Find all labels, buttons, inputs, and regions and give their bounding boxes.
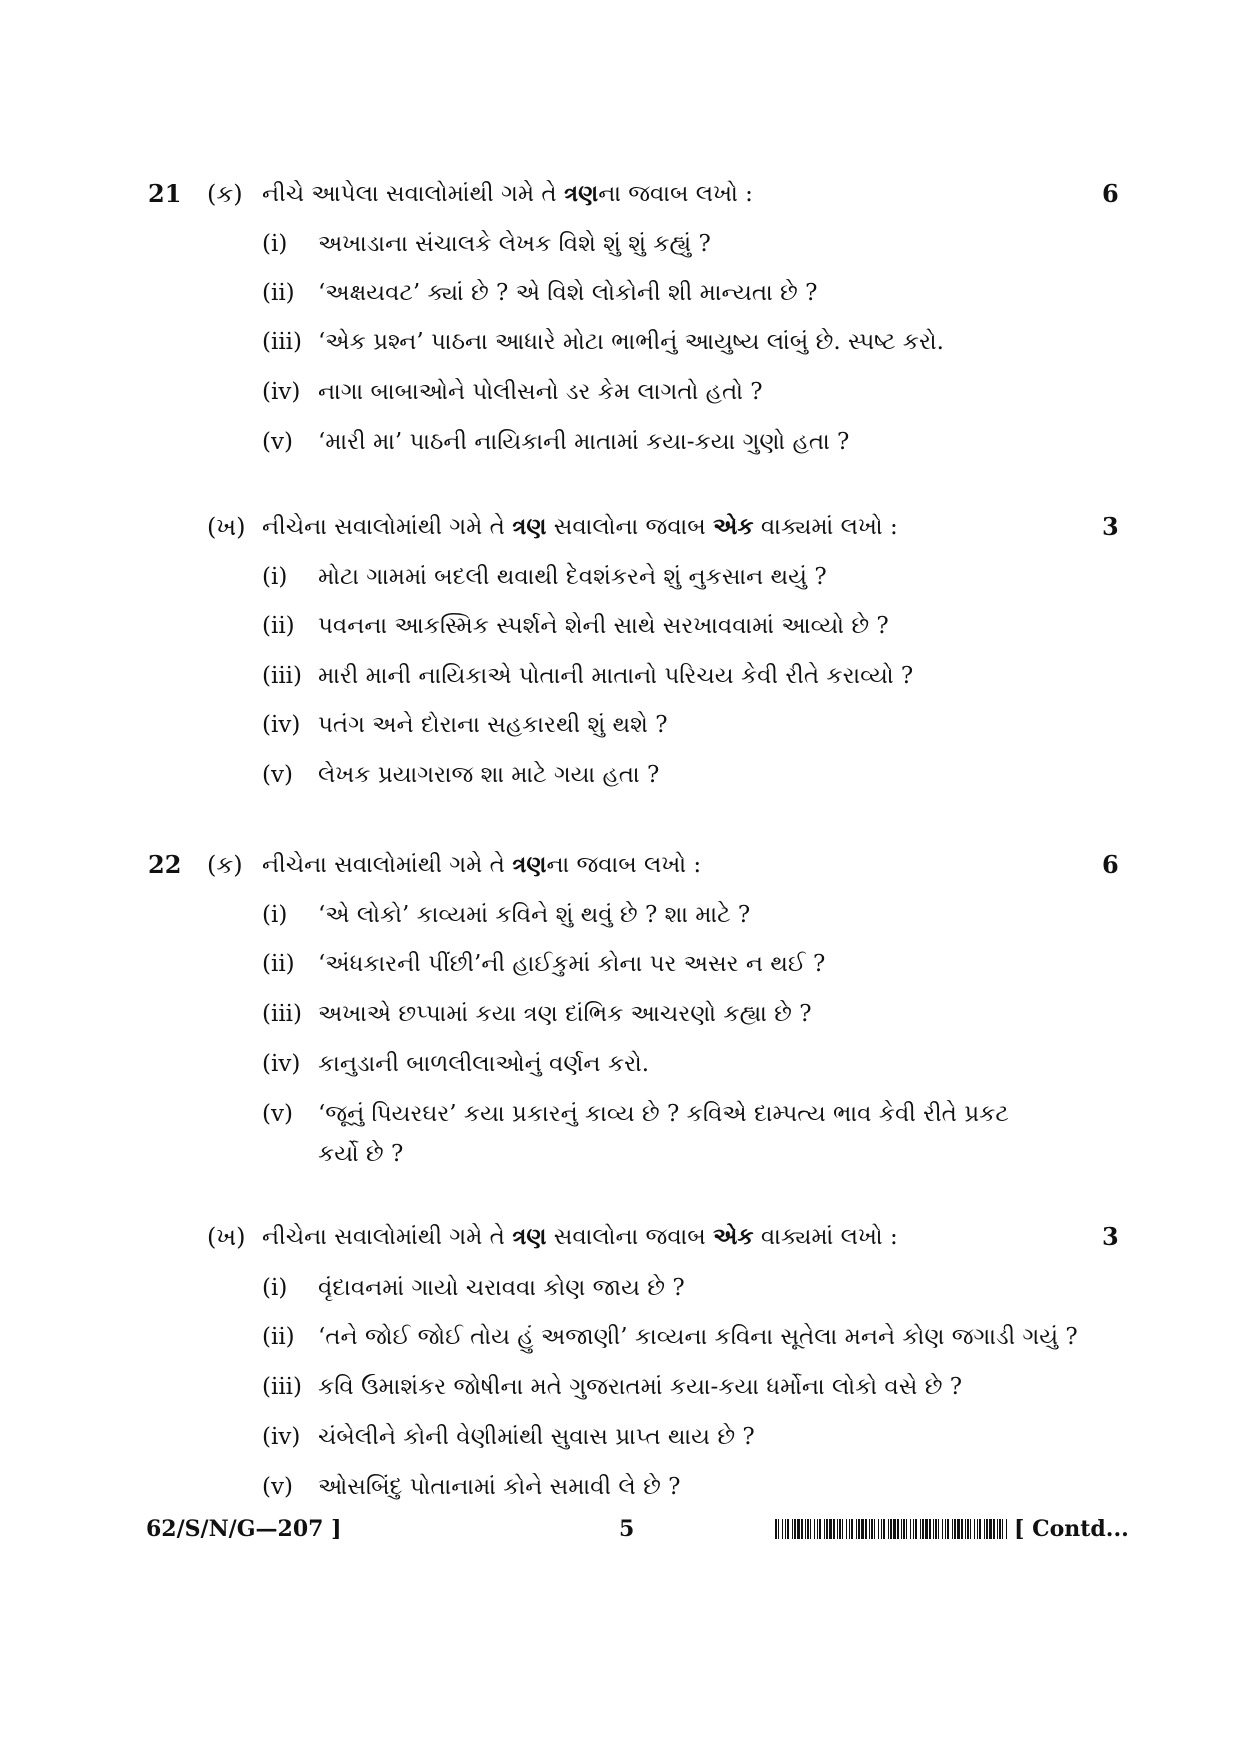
contd-label: [ Contd... xyxy=(1014,1516,1129,1542)
sub-question-number: (iv) xyxy=(262,712,301,738)
sub-question-text: પવનના આકસ્મિક સ્પર્શને શેની સાથે સરખાવવામાં આવ્યો છે ? xyxy=(318,613,889,639)
sub-question-number: (v) xyxy=(262,762,293,788)
sub-question-number: (i) xyxy=(262,1275,288,1301)
sub-question-number: (ii) xyxy=(262,613,295,639)
sub-question-number: (iii) xyxy=(262,663,303,689)
marks: 3 xyxy=(1102,1222,1119,1251)
sub-question-number: (i) xyxy=(262,564,288,590)
sub-question-text: કવિ ઉમાશંકર જોષીના મતે ગુજરાતમાં કયા-કયા ધર્મોના લોકો વસે છે ? xyxy=(318,1374,963,1400)
sub-question-text: ‘એક પ્રશ્ન’ પાઠના આધારે મોટા ભાભીનું આયુષ્ય લાંબું છે. સ્પષ્ટ કરો. xyxy=(318,329,944,355)
sub-question-text: ‘અક્ષયવટ’ ક્યાં છે ? એ વિશે લોકોની શી માન્યતા છે ? xyxy=(318,280,818,306)
marks: 6 xyxy=(1102,179,1119,208)
sub-question-text: મોટા ગામમાં બદલી થવાથી દેવશંકરને શું નુકસાન થયું ? xyxy=(318,564,827,590)
q21-ka-header xyxy=(0,174,1240,214)
sub-question-text: વૃંદાવનમાં ગાયો ચરાવવા કોણ જાય છે ? xyxy=(318,1275,685,1301)
q22-kha-header xyxy=(0,1217,1240,1257)
sub-question-text: અખાએ છપ્પામાં કયા ત્રણ દાંભિક આચરણો કહ્યા છે ? xyxy=(318,1001,812,1027)
sub-question-text: ‘જૂનું પિયરઘર’ કયા પ્રકારનું કાવ્ય છે ? કવિએ દામ્પત્ય ભાવ કેવી રીતે પ્રકટ કર્યો છે ? xyxy=(318,1101,1009,1167)
part-label: (ખ) xyxy=(207,1223,246,1251)
page-footer xyxy=(0,1509,1240,1549)
question-number: 21 xyxy=(148,179,182,208)
sub-question-number: (i) xyxy=(262,231,288,257)
sub-question-text: ઓસબિંદુ પોતાનામાં કોને સમાવી લે છે ? xyxy=(318,1474,681,1500)
sub-question-number: (ii) xyxy=(262,280,295,306)
marks: 3 xyxy=(1102,512,1119,541)
q21-kha-header xyxy=(0,507,1240,547)
sub-question-text: ‘મારી મા’ પાઠની નાયિકાની માતામાં કયા-કયા ગુણો હતા ? xyxy=(318,429,850,455)
sub-question-text: પતંગ અને દોરાના સહકારથી શું થશે ? xyxy=(318,712,668,738)
part-instruction: નીચેના સવાલોમાંથી ગમે તે ત્રણ સવાલોના જવાબ એક વાક્યમાં લખો : xyxy=(262,513,898,540)
sub-question-text: કાનુડાની બાળલીલાઓનું વર્ણન કરો. xyxy=(318,1051,650,1077)
sub-question-text: ‘અંધકારની પીંછી’ની હાઈકુમાં કોના પર અસર ન થઈ ? xyxy=(318,951,826,977)
sub-question-text: મારી માની નાયિકાએ પોતાની માતાનો પરિચય કેવી રીતે કરાવ્યો ? xyxy=(318,663,914,689)
sub-question-number: (i) xyxy=(262,902,288,928)
barcode-icon xyxy=(775,1519,1007,1539)
sub-question-number: (iii) xyxy=(262,1374,303,1400)
marks: 6 xyxy=(1102,850,1119,879)
part-label: (ક) xyxy=(207,180,243,208)
sub-question-text: અખાડાના સંચાલકે લેખક વિશે શું શું કહ્યું ? xyxy=(318,231,711,257)
sub-question-number: (v) xyxy=(262,429,293,455)
q22-ka-header xyxy=(0,845,1240,885)
part-label: (ક) xyxy=(207,851,243,879)
sub-question-number: (iv) xyxy=(262,1424,301,1450)
page-number: 5 xyxy=(619,1516,635,1542)
sub-question-text: ચંબેલીને કોની વેણીમાંથી સુવાસ પ્રાપ્ત થાય છે ? xyxy=(318,1424,755,1450)
sub-question-number: (iii) xyxy=(262,329,303,355)
part-instruction: નીચે આપેલા સવાલોમાંથી ગમે તે ત્રણના જવાબ લખો : xyxy=(262,180,753,207)
sub-question-number: (iii) xyxy=(262,1001,303,1027)
question-number: 22 xyxy=(148,850,182,879)
paper-code: 62/S/N/G—207 ] xyxy=(146,1516,342,1542)
sub-question-text: ‘તને જોઈ જોઈ તોય હું અજાણી’ કાવ્યના કવિના સૂતેલા મનને કોણ જગાડી ગયું ? xyxy=(318,1324,1078,1350)
part-instruction: નીચેના સવાલોમાંથી ગમે તે ત્રણ સવાલોના જવાબ એક વાક્યમાં લખો : xyxy=(262,1223,898,1250)
part-instruction: નીચેના સવાલોમાંથી ગમે તે ત્રણના જવાબ લખો : xyxy=(262,851,702,878)
sub-question-number: (v) xyxy=(262,1474,293,1500)
sub-question-text: નાગા બાબાઓને પોલીસનો ડર કેમ લાગતો હતો ? xyxy=(318,379,763,405)
sub-question-number: (ii) xyxy=(262,951,295,977)
sub-question-number: (iv) xyxy=(262,379,301,405)
part-label: (ખ) xyxy=(207,513,246,541)
sub-question-number: (ii) xyxy=(262,1324,295,1350)
sub-question-number: (v) xyxy=(262,1101,293,1127)
sub-question-text: ‘એ લોકો’ કાવ્યમાં કવિને શું થવું છે ? શા માટે ? xyxy=(318,902,751,928)
sub-question-text: લેખક પ્રયાગરાજ શા માટે ગયા હતા ? xyxy=(318,762,660,788)
sub-question-number: (iv) xyxy=(262,1051,301,1077)
